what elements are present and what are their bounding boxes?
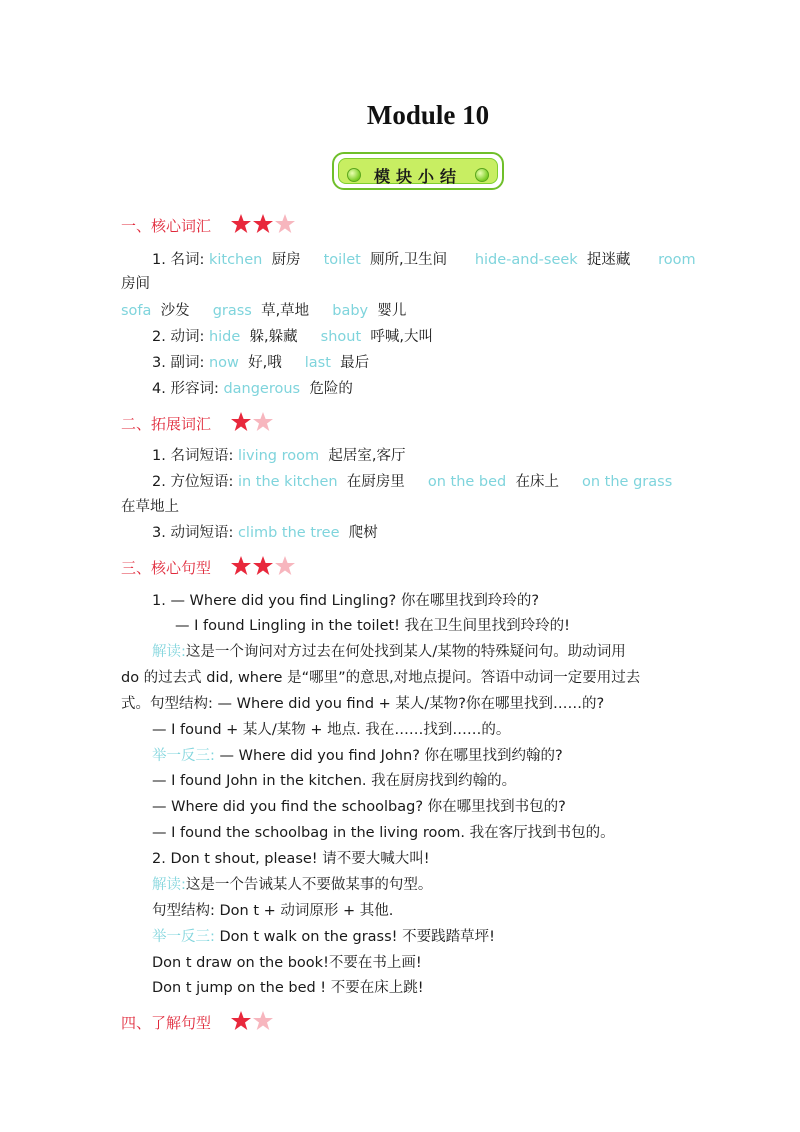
example-line: 举一反三: — Where did you find John? 你在哪里找到约翰的? <box>152 748 563 764</box>
rating-stars-icon <box>230 1010 274 1032</box>
vocab-nouns-line-2: sofa 沙发 grass 草,草地 baby 婴儿 <box>121 303 407 319</box>
sentence-line: — I found John in the kitchen. 我在厨房找到约翰的。 <box>152 773 517 789</box>
vocab-verbs-line: 2. 动词: hide 躲,躲藏 shout 呼喊,大叫 <box>152 329 433 345</box>
keyword: sofa <box>121 303 152 319</box>
keyword: on the bed <box>427 474 507 490</box>
explanation-line: 解读:这是一个询问对方过去在何处找到某人/某物的特殊疑问句。助动词用 <box>152 644 626 660</box>
sentence-line: 1. — Where did you find Lingling? 你在哪里找到玲玲的? <box>152 593 540 609</box>
keyword: kitchen <box>208 252 263 268</box>
rating-stars-icon <box>230 411 274 433</box>
explanation-label: 解读: <box>152 644 186 660</box>
keyword: living room <box>237 448 320 464</box>
vocab-adjectives-line: 4. 形容词: dangerous 危险的 <box>152 381 353 397</box>
keyword: baby <box>332 303 369 319</box>
section-label: 四、了解句型 <box>121 1014 212 1032</box>
explanation-line: 式。句型结构: — Where did you find + 某人/某物?你在哪里找到……的? <box>121 696 605 712</box>
module-summary-badge <box>332 152 504 190</box>
example-label: 举一反三: <box>152 929 215 945</box>
sentence-line: — Where did you find the schoolbag? 你在哪里找到书包的? <box>152 799 566 815</box>
vocab-nouns-line: 1. 名词: kitchen 厨房 toilet 厕所,卫生间 hide-and-seek 捉迷藏 room <box>152 252 696 268</box>
keyword: room <box>658 252 696 268</box>
badge-dot-right-icon <box>475 168 489 182</box>
keyword: last <box>304 355 331 371</box>
sentence-line: 2. Don t shout, please! 请不要大喊大叫! <box>152 851 430 867</box>
section-label: 二、拓展词汇 <box>121 415 212 433</box>
vocab-adverbs-line: 3. 副词: now 好,哦 last 最后 <box>152 355 370 371</box>
keyword: grass <box>212 303 252 319</box>
keyword: toilet <box>323 252 361 268</box>
ext-grass-zh: 在草地上 <box>121 499 179 515</box>
section-label: 一、核心词汇 <box>121 217 212 235</box>
ext-verb-phrases-line: 3. 动词短语: climb the tree 爬树 <box>152 525 378 541</box>
sentence-line: Don t draw on the book!不要在书上画! <box>152 955 422 971</box>
sentence-line: — I found Lingling in the toilet! 我在卫生间里找到玲玲的! <box>175 618 570 634</box>
example-label: 举一反三: <box>152 748 215 764</box>
section-extended-vocab <box>121 411 274 434</box>
keyword: climb the tree <box>237 525 340 541</box>
keyword: now <box>208 355 239 371</box>
section-core-sentences <box>121 555 296 578</box>
sentence-line: 句型结构: Don t + 动词原形 + 其他. <box>152 903 394 919</box>
vocab-room-zh: 房间 <box>121 276 150 292</box>
keyword: hide-and-seek <box>474 252 578 268</box>
explanation-line: 解读:这是一个告诫某人不要做某事的句型。 <box>152 877 433 893</box>
sentence-line: — I found the schoolbag in the living room. 我在客厅找到书包的。 <box>152 825 615 841</box>
explanation-line: do 的过去式 did, where 是“哪里”的意思,对地点提问。答语中动词一定要用过去 <box>121 670 641 686</box>
section-core-vocab <box>121 213 296 236</box>
sentence-line: — I found + 某人/某物 + 地点. 我在……找到……的。 <box>152 722 511 738</box>
ext-noun-phrases-line: 1. 名词短语: living room 起居室,客厅 <box>152 448 406 464</box>
keyword: hide <box>208 329 241 345</box>
keyword: in the kitchen <box>237 474 338 490</box>
sentence-line: Don t jump on the bed ! 不要在床上跳! <box>152 980 424 996</box>
section-understand-sentences <box>121 1010 274 1033</box>
section-label: 三、核心句型 <box>121 559 212 577</box>
keyword: on the grass <box>582 474 673 490</box>
rating-stars-icon <box>230 555 296 577</box>
keyword: shout <box>320 329 362 345</box>
explanation-label: 解读: <box>152 877 186 893</box>
badge-label: 模块小结 <box>373 167 462 186</box>
keyword: dangerous <box>223 381 301 397</box>
page-title: Module 10 <box>366 100 490 130</box>
rating-stars-icon <box>230 213 296 235</box>
ext-place-phrases-line: 2. 方位短语: in the kitchen 在厨房里 on the bed 在床上 on the grass <box>152 474 673 490</box>
example-line: 举一反三: Don t walk on the grass! 不要践踏草坪! <box>152 929 495 945</box>
